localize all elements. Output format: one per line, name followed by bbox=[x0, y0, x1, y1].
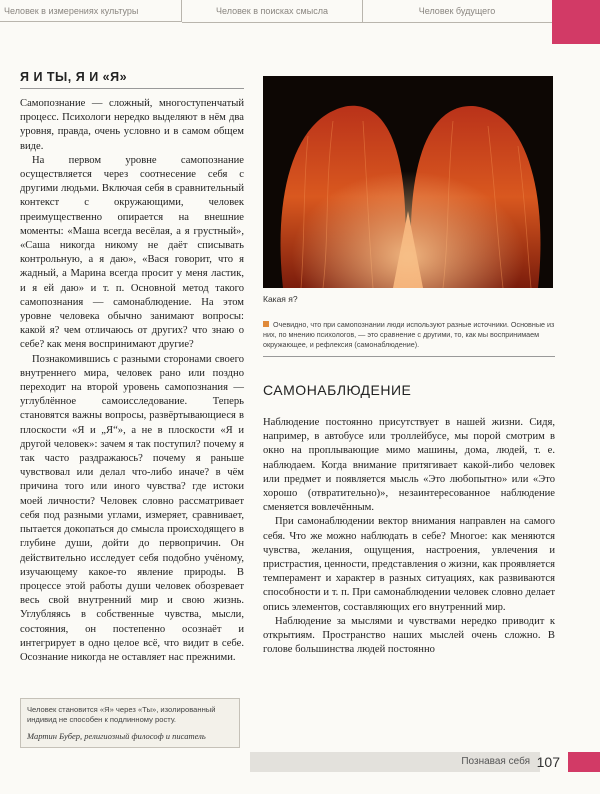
running-header bbox=[0, 0, 600, 30]
right-body-text bbox=[263, 416, 555, 657]
section-title-ya-i-ty: Я И ТЫ, Я И «Я» bbox=[20, 70, 244, 89]
epigraph-quote-box bbox=[20, 698, 240, 748]
paragraph: При самонаблюдении вектор внимания направлен на самого себя. Что же можно наблюдать в себе? Многое: как меняются чувства, желания, ощущения, настроения, увлечения и пристрастия, ценности, представления о жизни, как проявляется темперамент и характер в разных ситуациях, как развиваются способности и т. п. При самонаблюдении человек словно делает опись элементов, составляющих его внутренний мир. bbox=[263, 516, 555, 613]
paragraph: Наблюдение за мыслями и чувствами нередко приводит к открытиям. Пространство наших мыслей очень сложно. В голове большинства людей постоянно bbox=[263, 615, 555, 656]
header-tab-meaning: Человек в поисках смысла bbox=[182, 0, 363, 23]
paragraph: Познакомившись с разными сторонами своего внутреннего мира, человек рано или поздно переходит на второй уровень самопознания — углублённое самоисследование. Теперь становятся важны вопросы, развёртывающиеся в плоскости «Я и „Я“», а не в плоскости «Я и другой человек»: зачем я так поступил? почему я так часто раздражаюсь? почему я раньше чувствовал или делал что-либо иначе? в чём причина того или иного чувства? где истоки моей личности? Человек словно рассматривает себя под разными углами, измеряет, сравнивает, пытается докопаться до смысла происходящего в глубине души, дойти до первопричин. Он действительно исследует себя подобно учёному, изучающему какое-то явление природы. В процессе этой работы души человек обозревает весь свой внутренний мир и свою жизнь. Углубляясь в собственные чувства, мысли, состояния, он постепенно осознаёт и интегрирует в одно целое всё, что видит в себе. Осознание никогда не оставляет нас прежними. bbox=[20, 353, 244, 663]
note-box bbox=[263, 316, 555, 357]
photo-caption: Какая я? bbox=[263, 294, 298, 304]
quote-text: Человек становится «Я» через «Ты», изолированный индивид не способен к подлинному росту. bbox=[27, 705, 216, 724]
footer-accent-block bbox=[568, 752, 600, 772]
page-number: 107 bbox=[536, 754, 560, 770]
header-accent-block bbox=[552, 0, 600, 44]
left-body-text bbox=[20, 97, 244, 665]
quote-author: Мартин Бубер, религиозный философ и писатель bbox=[27, 731, 206, 741]
note-text: Очевидно, что при самопознании люди используют разные источники. Основные из них, по мнению психологов, — это сравнение с другими, то, как мы воспринимаем окружающее, и рефлексия (самонаблюдение). bbox=[263, 320, 555, 349]
note-square-icon bbox=[263, 321, 269, 327]
photo-illustration bbox=[263, 76, 553, 288]
running-footer bbox=[250, 752, 600, 774]
photo-two-women-hair bbox=[263, 76, 553, 288]
section-title-samonablyudenie: САМОНАБЛЮДЕНИЕ bbox=[263, 382, 412, 398]
footer-section-label: Познавая себя bbox=[461, 756, 530, 767]
header-tab-culture: Человек в измерениях культуры bbox=[0, 0, 182, 22]
left-column bbox=[20, 70, 244, 665]
paragraph: На первом уровне самопознание осуществляется через соотнесение себя с другими людьми. Включая себя в сравнительный контекст с окружающими, человек преимущественно опирается на внешние моменты: «Маша всегда весёлая, а я грустный», «Саша никогда никому не даёт списывать контрольную, а я даю», «Вася говорит, что я жадный, а Марина всегда просит у меня ластик, и я ей даю» и т. п. Основной метод такого самопознания — самонаблюдение. На этом уровне человека обычно занимают вопросы: какой я? чем отличаюсь от других? что знаю о себе? как меня воспринимают другие? bbox=[20, 154, 244, 351]
paragraph: Наблюдение постоянно присутствует в нашей жизни. Сидя, например, в автобусе или троллейбусе, мы порой смотрим в окно на проплывающие мимо машины, дома, людей, т. е. наблюдаем. Когда внимание притягивает какой-либо человек или предмет и появляется мысль «Это любопытно» или «Это хорошо (отвратительно)», незаинтересованное наблюдение сменяется вовлечённым. bbox=[263, 417, 555, 514]
paragraph: Самопознание — сложный, многоступенчатый процесс. Психологи нередко выделяют в нём два уровня, правда, очень условно и в самом общем виде. bbox=[20, 98, 244, 152]
header-tab-future: Человек будущего bbox=[362, 0, 553, 23]
